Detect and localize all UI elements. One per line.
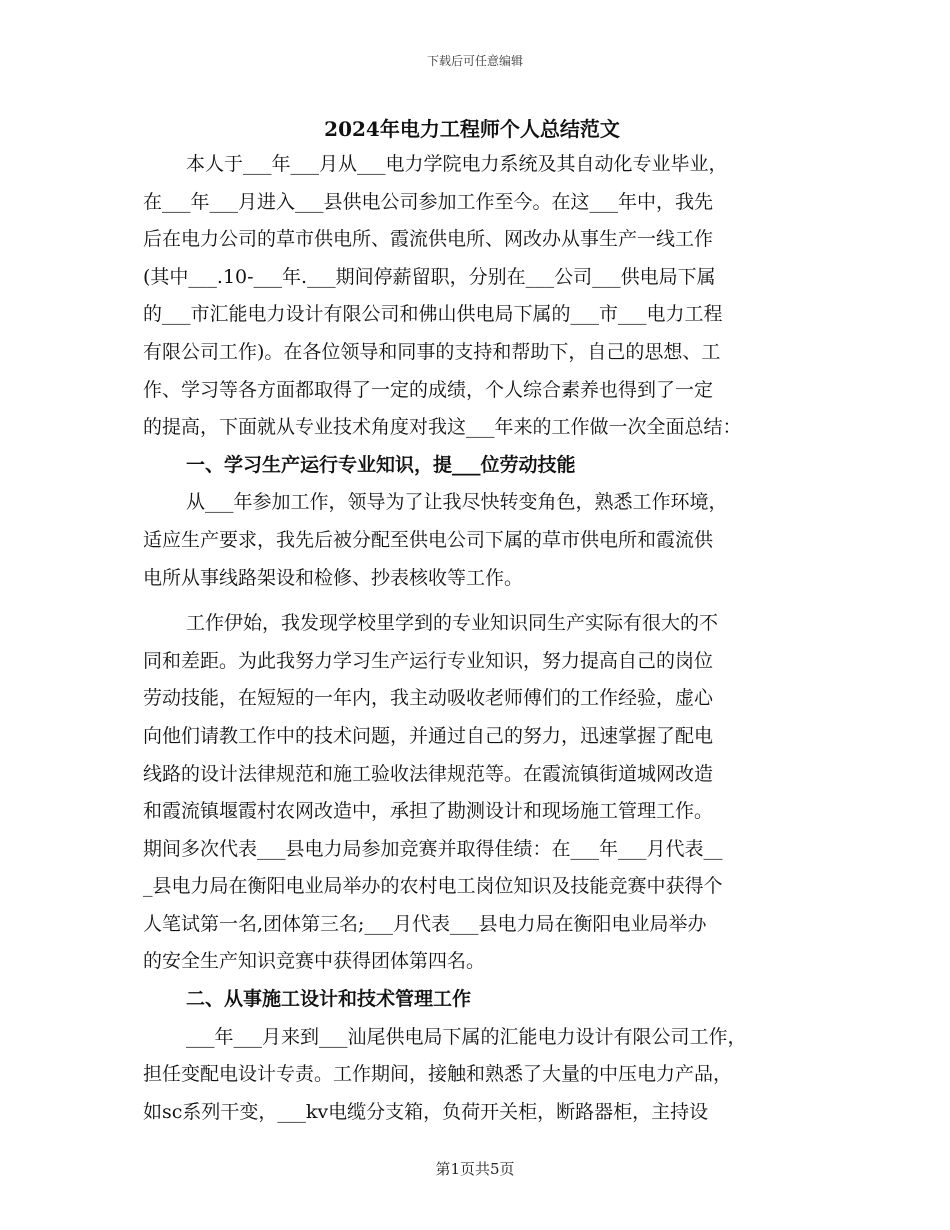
text-line: 在___年___月进入___县供电公司参加工作至今。在这___年中，我先 — [143, 190, 714, 213]
text-line: 的___市汇能电力设计有限公司和佛山供电局下属的___市___电力工程 — [143, 303, 723, 326]
paragraph-section2 — [143, 1019, 811, 1132]
text-line: 和霞流镇堰霞村农网改造中，承担了勘测设计和现场施工管理工作。 — [143, 800, 714, 823]
text-line: _县电力局在衡阳电业局举办的农村电工岗位知识及技能竞赛中获得个 — [143, 875, 723, 898]
text-line: (其中___.10-___年.___期间停薪留职，分别在___公司___供电局下属 — [143, 265, 716, 288]
page-footer: 第1页共5页 — [435, 1160, 515, 1178]
text-line: 电所从事线路架设和检修、抄表核收等工作。 — [143, 566, 524, 589]
text-line: 作、学习等各方面都取得了一定的成绩，个人综合素养也得到了一定 — [143, 378, 714, 401]
section-heading-2: 二、从事施工设计和技术管理工作 — [186, 988, 472, 1011]
text-line: 人笔试第一名,团体第三名;___月代表___县电力局在衡阳电业局举办 — [143, 912, 707, 935]
document-body — [143, 112, 811, 1131]
text-line: 如sc系列干变，___kv电缆分支箱，负荷开关柜，断路器柜，主持设 — [143, 1100, 709, 1123]
page-header: 下载后可任意编辑 — [426, 54, 523, 68]
paragraph-intro — [143, 146, 811, 447]
text-line: 同和差距。为此我努力学习生产运行专业知识，努力提高自己的岗位 — [143, 649, 714, 672]
text-line: 担任变配电设计专责。工作期间，接触和熟悉了大量的中压电力产品， — [143, 1063, 733, 1086]
text-line: 期间多次代表___县电力局参加竞赛并取得佳绩：在___年___月代表__ — [143, 837, 723, 860]
text-line: 工作伊始，我发现学校里学到的专业知识同生产实际有很大的不 — [186, 612, 719, 635]
text-line: 劳动技能，在短短的一年内，我主动吸收老师傅们的工作经验，虚心 — [143, 687, 714, 710]
text-line: 有限公司工作)。在各位领导和同事的支持和帮助下，自己的思想、工 — [143, 340, 721, 363]
text-line: 的安全生产知识竞赛中获得团体第四名。 — [143, 950, 486, 973]
text-line: 线路的设计法律规范和施工验收法律规范等。在霞流镇街道城网改造 — [143, 762, 714, 785]
text-line: ___年___月来到___汕尾供电局下属的汇能电力设计有限公司工作， — [186, 1025, 747, 1048]
document-title: 2024年电力工程师个人总结范文 — [324, 117, 620, 141]
text-line: 后在电力公司的草市供电所、霞流供电所、网改办从事生产一线工作 — [143, 228, 714, 251]
text-line: 适应生产要求，我先后被分配至供电公司下属的草市供电所和霞流供 — [143, 528, 714, 551]
text-line: 从___年参加工作，领导为了让我尽快转变角色，熟悉工作环境， — [186, 491, 728, 514]
text-line: 的提高，下面就从专业技术角度对我这___年来的工作做一次全面总结： — [143, 416, 742, 439]
text-line: 向他们请教工作中的技术问题，并通过自己的努力，迅速掌握了配电 — [143, 724, 714, 747]
text-line: 本人于___年___月从___电力学院电力系统及其自动化专业毕业， — [186, 153, 728, 175]
paragraph-section1-b — [143, 605, 811, 981]
section-heading-1: 一、学习生产运行专业知识，提___位劳动技能 — [186, 453, 576, 476]
paragraph-section1-a — [143, 484, 811, 597]
